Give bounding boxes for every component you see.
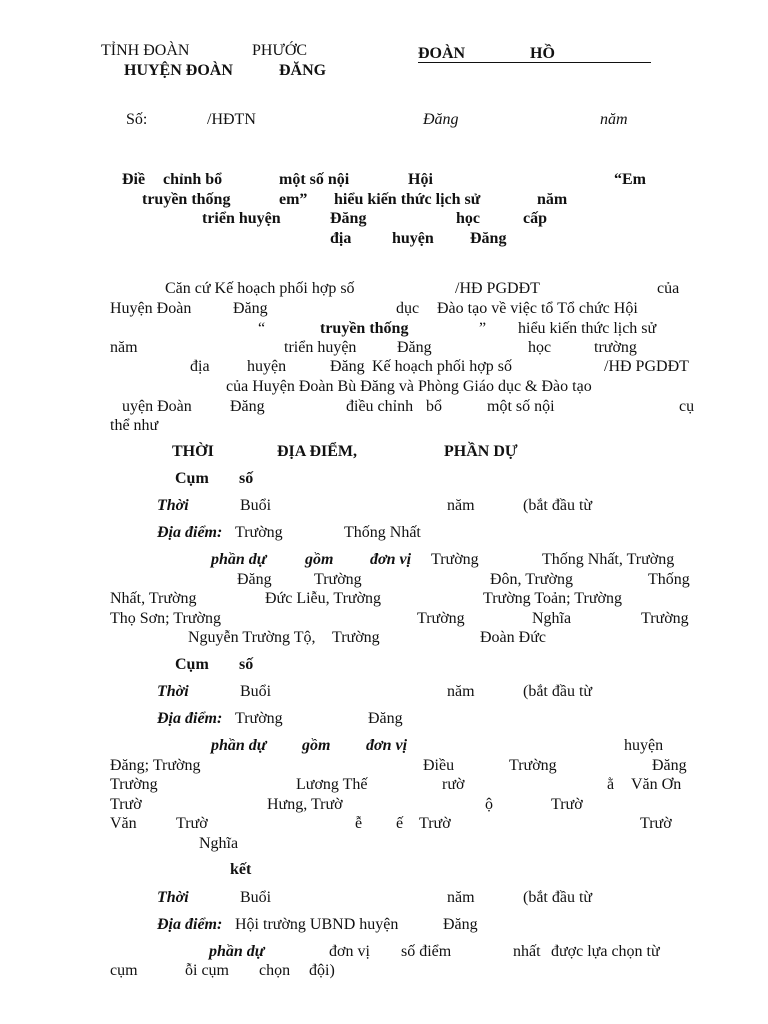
final-place-label: Địa điểm: — [157, 916, 223, 933]
cluster2-part-label: gồm — [302, 737, 331, 754]
body-text: trường — [594, 339, 637, 356]
title-word: Đăng — [470, 230, 507, 247]
body-text: Đăng — [233, 300, 268, 317]
section-heading: PHẦN DỰ — [444, 443, 518, 460]
body-text: hiểu kiến thức lịch sử — [518, 320, 657, 337]
final-part: ỗi cụm — [185, 962, 229, 979]
cluster2-part: Văn Ơn — [631, 776, 682, 793]
cluster2-part: huyện — [624, 737, 664, 754]
cluster2-place: Đăng — [368, 710, 403, 727]
doc-year: năm — [600, 111, 628, 128]
cluster1-part: Đoàn Đức — [480, 629, 546, 646]
final-part: được lựa chọn từ — [551, 943, 660, 960]
title-word: một số nội — [279, 171, 350, 188]
body-text: triển huyện — [284, 339, 357, 356]
final-part: đơn vị — [329, 943, 370, 960]
cluster2-time-label: Thời — [157, 683, 189, 700]
body-text: Đào tạo về việc tổ Tổ chức Hội — [437, 300, 638, 317]
body-text: “ — [258, 320, 266, 337]
body-text: truyền thống — [320, 320, 409, 337]
final-part: nhất — [513, 943, 541, 960]
cluster1-part-label: phần dự — [211, 551, 267, 568]
cluster2-part: ế — [396, 815, 404, 832]
body-text: năm — [110, 339, 138, 356]
body-text: Đăng — [330, 358, 365, 375]
final-time: năm — [447, 889, 475, 906]
title-word: địa — [330, 230, 352, 247]
cluster2-part: ằ — [607, 776, 615, 793]
cluster2-part: Trườ — [551, 796, 583, 813]
body-text: Đăng — [230, 398, 265, 415]
cluster2-part: ễ — [355, 815, 363, 832]
body-text: dục — [396, 300, 420, 317]
body-text: huyện — [247, 358, 287, 375]
body-text: Căn cứ Kế hoạch phối hợp số — [165, 280, 355, 297]
cluster1-part-label: đơn vị — [370, 551, 412, 568]
cluster2-part-label: đơn vị — [366, 737, 408, 754]
header-district-name: ĐĂNG — [279, 62, 327, 79]
body-text: thể như — [110, 417, 159, 434]
cluster2-part: Trườ — [419, 815, 451, 832]
cluster1-part: Thống Nhất, Trường — [542, 551, 675, 568]
cluster1-place-label: Địa điểm: — [157, 524, 223, 541]
final-place: Đăng — [443, 916, 478, 933]
cluster1-part: Trường — [641, 610, 689, 627]
final-part: đội) — [309, 962, 335, 979]
cluster2-part: Trườ — [110, 796, 142, 813]
cluster1-place: Trường — [235, 524, 283, 541]
cluster1-part: Thống — [648, 571, 690, 588]
cluster1-part: Đăng — [237, 571, 272, 588]
body-text: Kế hoạch phối hợp số — [372, 358, 512, 375]
cluster1-part: Trường — [314, 571, 362, 588]
title-word: huyện — [392, 230, 434, 247]
cluster2-time: năm — [447, 683, 475, 700]
header-underline — [418, 62, 651, 63]
cluster2-place: Trường — [235, 710, 283, 727]
cluster2-part: ộ — [485, 796, 493, 813]
body-text: một số nội — [487, 398, 555, 415]
cluster2-part: Trườ — [176, 815, 208, 832]
section-heading: ĐỊA ĐIỂM, — [277, 443, 358, 460]
cluster1-time-label: Thời — [157, 497, 189, 514]
final-heading: kết — [230, 861, 252, 878]
cluster2-part: Hưng, Trườ — [267, 796, 343, 813]
title-word: năm — [537, 191, 568, 208]
title-word: Hội — [408, 171, 433, 188]
title-word: hiểu kiến thức lịch sử — [334, 191, 481, 208]
cluster2-time: Buổi — [240, 683, 272, 700]
cluster1-part: Trường Toản; Trường — [483, 590, 622, 607]
cluster1-heading: Cụm — [175, 470, 209, 487]
body-text: Đăng — [397, 339, 432, 356]
cluster2-part: Điều — [423, 757, 455, 774]
doc-number-label: Số: — [126, 111, 148, 128]
title-word: Đăng — [330, 210, 367, 227]
body-text: bổ — [426, 398, 442, 415]
body-text: cụ — [679, 398, 695, 415]
final-part: cụm — [110, 962, 138, 979]
title-word: triển huyện — [202, 210, 281, 227]
final-part: số điểm — [401, 943, 452, 960]
body-text: điều chỉnh — [346, 398, 414, 415]
cluster1-part: Trường — [431, 551, 479, 568]
cluster2-part: rườ — [442, 776, 465, 793]
cluster1-time: Buổi — [240, 497, 272, 514]
cluster1-time: năm — [447, 497, 475, 514]
title-word: em” — [279, 191, 308, 208]
body-text: địa — [190, 358, 210, 375]
cluster2-heading: số — [239, 656, 254, 673]
final-time: (bắt đầu từ — [523, 889, 593, 906]
cluster1-part: Trường — [332, 629, 380, 646]
final-part-label: phần dự — [209, 943, 265, 960]
title-word: truyền thống — [142, 191, 231, 208]
cluster1-place: Thống Nhất — [344, 524, 421, 541]
body-text: uyện Đoàn — [122, 398, 192, 415]
header-province: TỈNH ĐOÀN — [101, 42, 190, 59]
final-time-label: Thời — [157, 889, 189, 906]
cluster2-part: Lương Thế — [296, 776, 368, 793]
cluster2-part: Đăng; Trường — [110, 757, 201, 774]
header-union-name: HỒ — [530, 45, 555, 62]
title-word: “Em — [614, 171, 646, 188]
body-text: /HĐ PGDĐT — [455, 280, 540, 297]
body-text: Huyện Đoàn — [110, 300, 192, 317]
cluster1-heading: số — [239, 470, 254, 487]
cluster1-part: Nguyễn Trường Tộ, — [188, 629, 316, 646]
body-text: của Huyện Đoàn Bù Đăng và Phòng Giáo dục & Đào tạo — [226, 378, 592, 395]
body-text: ” — [479, 320, 487, 337]
final-time: Buổi — [240, 889, 272, 906]
header-union: ĐOÀN — [418, 45, 466, 62]
cluster2-part: Văn — [110, 815, 137, 832]
cluster1-part: Đôn, Trường — [490, 571, 573, 588]
cluster1-time: (bắt đầu từ — [523, 497, 593, 514]
cluster1-part: Đức Liễu, Trường — [265, 590, 382, 607]
title-word: học — [456, 210, 480, 227]
body-text: của — [657, 280, 680, 297]
section-heading: THỜI — [172, 443, 214, 460]
title-word: cấp — [523, 210, 547, 227]
cluster2-part: Trường — [509, 757, 557, 774]
doc-place: Đăng — [423, 111, 459, 128]
title-word: chỉnh bổ — [163, 171, 223, 188]
header-province-name: PHƯỚC — [252, 42, 308, 59]
cluster2-part: Đăng — [652, 757, 687, 774]
doc-number-code: /HĐTN — [207, 111, 256, 128]
title-word: Điề — [122, 171, 146, 188]
cluster1-part: Trường — [417, 610, 465, 627]
cluster2-place-label: Địa điểm: — [157, 710, 223, 727]
cluster1-part: Thọ Sơn; Trường — [110, 610, 221, 627]
cluster2-part: Nghĩa — [199, 835, 239, 852]
header-district: HUYỆN ĐOÀN — [124, 62, 233, 79]
cluster1-part-label: gồm — [305, 551, 334, 568]
final-place: Hội trường UBND huyện — [235, 916, 399, 933]
final-part: chọn — [259, 962, 291, 979]
body-text: /HĐ PGDĐT — [604, 358, 689, 375]
cluster2-part-label: phần dự — [211, 737, 267, 754]
cluster2-time: (bắt đầu từ — [523, 683, 593, 700]
cluster1-part: Nghĩa — [532, 610, 572, 627]
body-text: học — [528, 339, 552, 356]
cluster1-part: Nhất, Trường — [110, 590, 197, 607]
cluster2-part: Trường — [110, 776, 158, 793]
cluster2-heading: Cụm — [175, 656, 209, 673]
cluster2-part: Trườ — [640, 815, 672, 832]
